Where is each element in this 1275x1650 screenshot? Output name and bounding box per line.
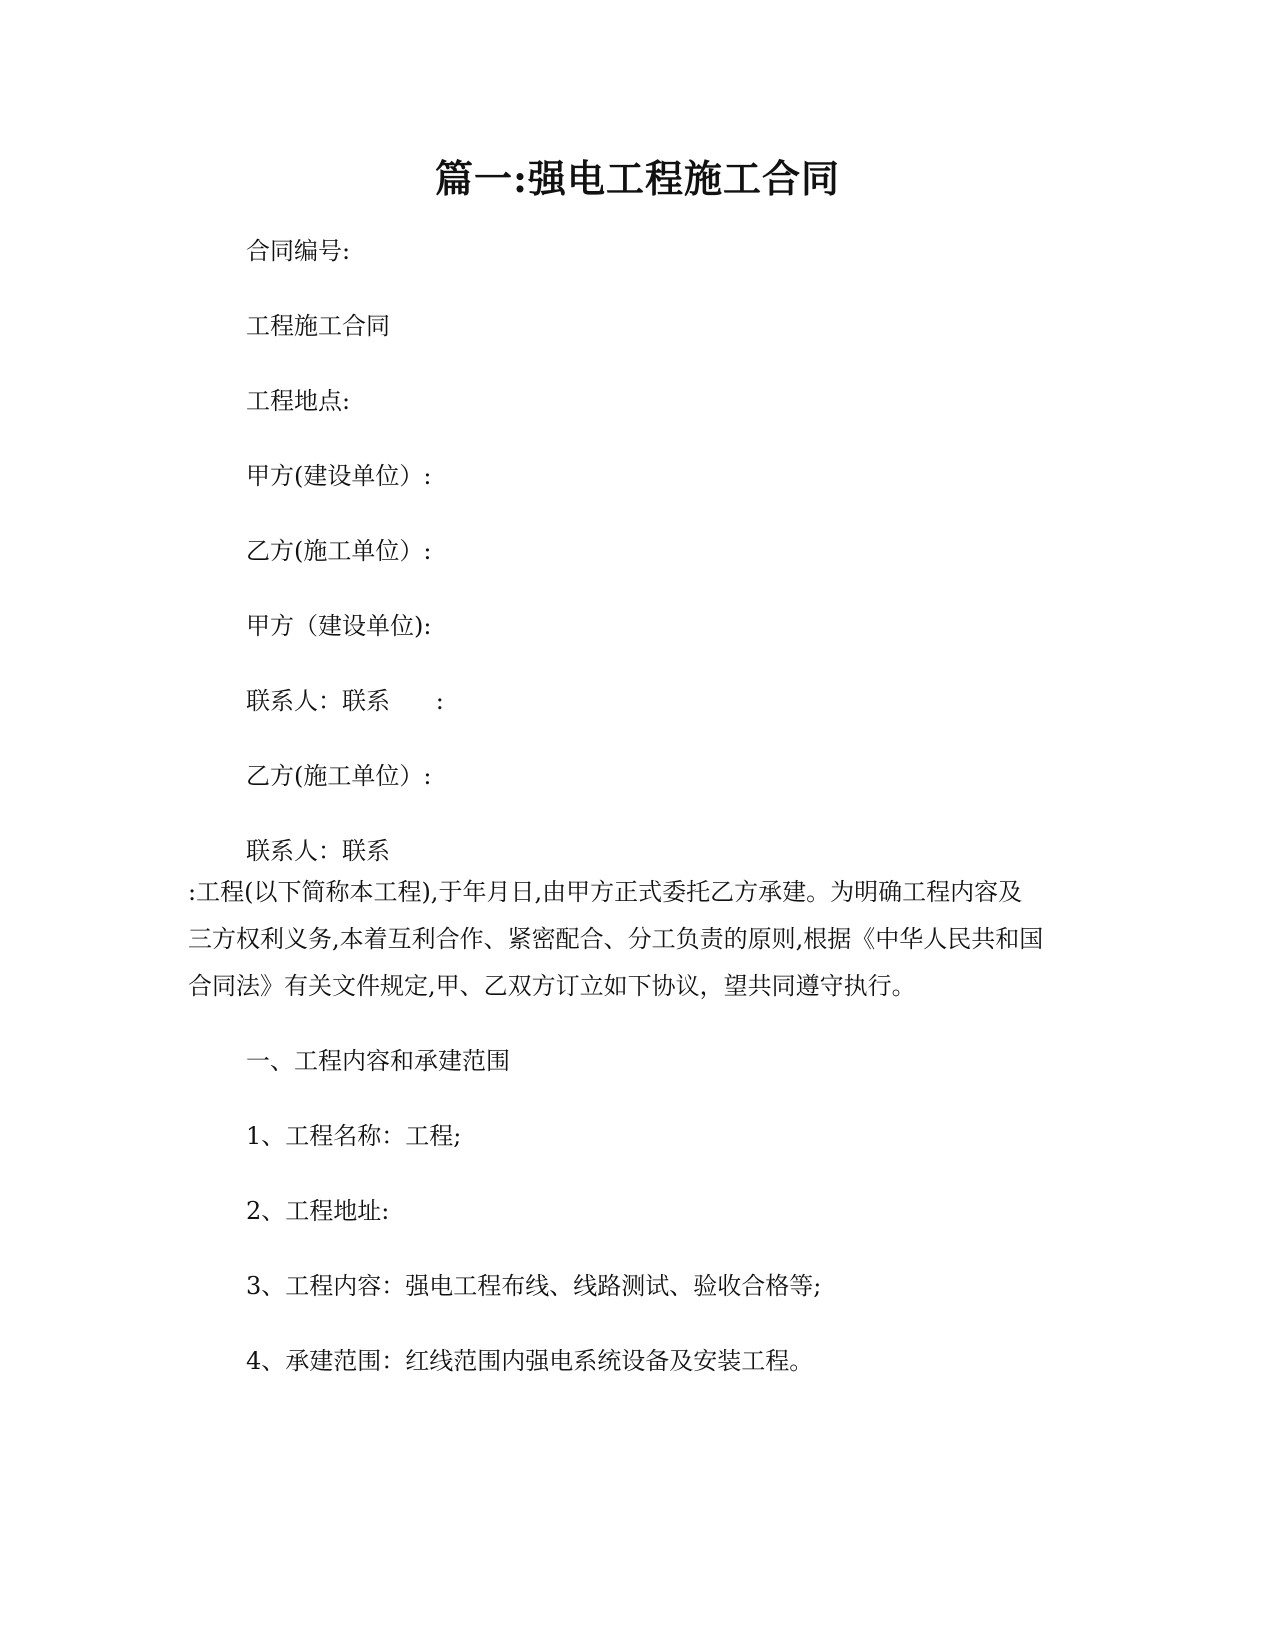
field-party-b-detail: 乙方(施工单位）:	[246, 762, 432, 790]
document-title: 篇一:强电工程施工合同	[434, 156, 841, 201]
field-party-a: 甲方(建设单位）:	[246, 462, 432, 490]
field-party-b: 乙方(施工单位）:	[246, 537, 432, 565]
section-item: 2、工程地址:	[246, 1197, 390, 1225]
field-project-location: 工程地点:	[246, 387, 351, 415]
intro-line: 三方权利义务,本着互利合作、紧密配合、分工负责的原则,根据《中华人民共和国	[188, 925, 1044, 953]
field-contract-type: 工程施工合同	[246, 312, 390, 340]
section-heading: 一、工程内容和承建范围	[246, 1047, 510, 1075]
section-item: 3、工程内容：强电工程布线、线路测试、验收合格等;	[246, 1272, 822, 1300]
field-party-a-detail: 甲方（建设单位):	[246, 612, 432, 640]
section-item: 4、承建范围：红线范围内强电系统设备及安装工程。	[246, 1347, 814, 1375]
section-item: 1、工程名称：工程;	[246, 1122, 462, 1150]
field-contract-number: 合同编号:	[246, 237, 351, 265]
intro-paragraph	[188, 869, 1088, 1010]
field-party-b-contact: 联系人：联系	[246, 837, 390, 865]
intro-line: :工程(以下简称本工程),于年月日,由甲方正式委托乙方承建。为明确工程内容及	[188, 878, 1023, 906]
field-party-a-contact: 联系人：联系 :	[246, 687, 444, 715]
intro-line: 合同法》有关文件规定,甲、乙双方订立如下协议，望共同遵守执行。	[188, 972, 916, 1000]
